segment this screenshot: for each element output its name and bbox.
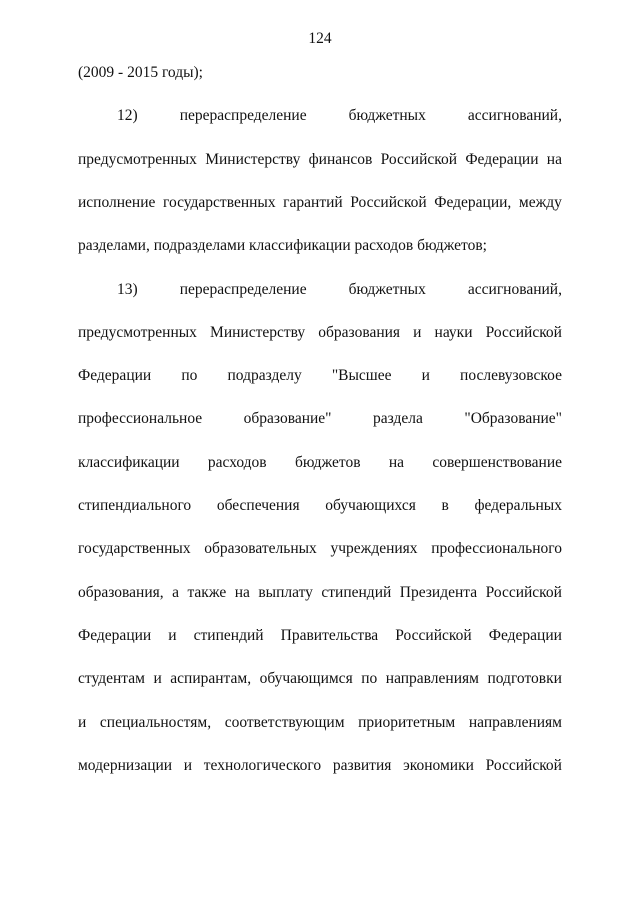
word: Федерации: [465, 151, 539, 168]
text-line: [78, 193, 562, 213]
word: выплату: [258, 584, 313, 601]
word: технологического: [203, 757, 322, 774]
word: Российской: [485, 324, 562, 341]
word: классификации: [78, 454, 180, 471]
text-line: [78, 669, 562, 689]
word: перераспределение: [179, 107, 307, 124]
text-line: [78, 453, 562, 473]
word: по: [181, 367, 198, 384]
word: ассигнований,: [467, 107, 562, 124]
word: бюджетных: [348, 107, 426, 124]
word: "Высшее: [331, 367, 392, 384]
word: государственных: [162, 194, 276, 211]
word: также: [187, 584, 227, 601]
word: обучающихся: [325, 497, 416, 514]
word: Министерству: [210, 324, 306, 341]
word: 13): [117, 281, 138, 298]
word: обеспечения: [216, 497, 300, 514]
text-line: разделами, подразделами классификации расходов бюджетов;: [78, 237, 487, 254]
word: стипендий: [193, 627, 264, 644]
word: направлениям: [468, 714, 562, 731]
word: по: [361, 670, 378, 687]
word: образование": [243, 410, 332, 427]
word: студентам: [78, 670, 145, 687]
word: направлениям: [385, 670, 479, 687]
word: соответствующим: [224, 714, 345, 731]
word: образовательных: [204, 540, 317, 557]
word: Федерации: [78, 627, 152, 644]
text-line: [78, 539, 562, 559]
word: Российской: [350, 194, 427, 211]
word: профессиональное: [78, 410, 203, 427]
word: Президента: [399, 584, 478, 601]
word: профессионального: [431, 540, 562, 557]
word: в: [441, 497, 449, 514]
word: приоритетным: [358, 714, 456, 731]
word: науки: [434, 324, 473, 341]
text-line: [78, 583, 562, 603]
word: Российской: [395, 627, 472, 644]
word: модернизации: [78, 757, 173, 774]
word: предусмотренных: [78, 151, 197, 168]
word: и: [153, 670, 162, 687]
word: бюджетов: [294, 454, 361, 471]
word: на: [234, 584, 250, 601]
word: учреждениях: [330, 540, 418, 557]
word: Российской: [485, 757, 562, 774]
word: Правительства: [280, 627, 379, 644]
word: послевузовское: [460, 367, 562, 384]
word: Министерству: [205, 151, 301, 168]
text-line: [78, 409, 562, 429]
word: а: [172, 584, 179, 601]
word: гарантий: [283, 194, 343, 211]
word: Федерации,: [434, 194, 512, 211]
word: Российской: [485, 584, 562, 601]
text-line: [117, 280, 562, 300]
word: раздела: [373, 410, 423, 427]
text-line: (2009 - 2015 годы);: [78, 64, 203, 81]
text-line: [78, 366, 562, 386]
word: государственных: [78, 540, 191, 557]
word: и: [413, 324, 422, 341]
word: образования: [318, 324, 401, 341]
word: специальностям,: [99, 714, 212, 731]
word: на: [546, 151, 562, 168]
word: и: [168, 627, 177, 644]
word: исполнение: [78, 194, 156, 211]
word: 12): [117, 107, 138, 124]
word: и: [78, 714, 87, 731]
word: стипендий: [321, 584, 392, 601]
word: совершенствование: [432, 454, 562, 471]
word: и: [421, 367, 430, 384]
text-line: [78, 713, 562, 733]
word: обучающимся: [259, 670, 353, 687]
word: финансов: [308, 151, 373, 168]
text-line: [78, 150, 562, 170]
text-line: [78, 626, 562, 646]
word: Федерации: [78, 367, 152, 384]
word: "Образование": [464, 410, 562, 427]
word: бюджетных: [348, 281, 426, 298]
page-number: 124: [308, 30, 332, 47]
word: образования,: [78, 584, 164, 601]
word: между: [518, 194, 562, 211]
word: стипендиального: [78, 497, 192, 514]
text-line: [117, 106, 562, 126]
word: аспирантам,: [170, 670, 252, 687]
word: развития: [332, 757, 392, 774]
word: экономики: [403, 757, 474, 774]
text-line: [78, 756, 562, 776]
word: ассигнований,: [467, 281, 562, 298]
text-line: [78, 323, 562, 343]
word: перераспределение: [179, 281, 307, 298]
word: Российской: [380, 151, 458, 168]
word: и: [183, 757, 193, 774]
word: на: [388, 454, 405, 471]
word: федеральных: [474, 497, 562, 514]
word: подразделу: [227, 367, 302, 384]
text-line: [78, 496, 562, 516]
word: подготовки: [487, 670, 562, 687]
word: предусмотренных: [78, 324, 197, 341]
word: расходов: [207, 454, 267, 471]
word: Федерации: [488, 627, 562, 644]
